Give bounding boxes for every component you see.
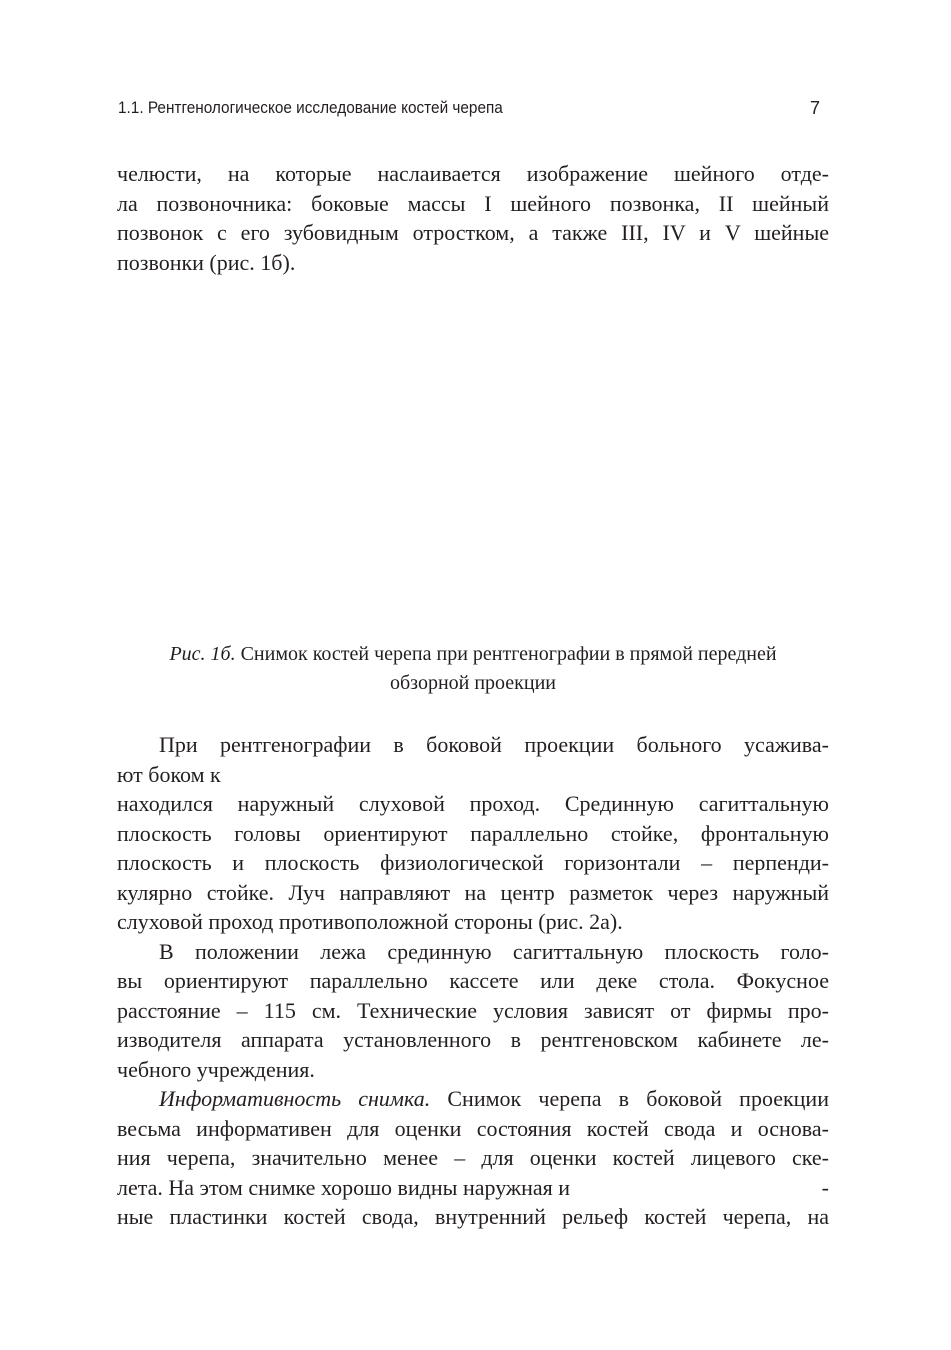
figure-placeholder (117, 300, 829, 620)
text-line (117, 1084, 829, 1114)
text-line: В положении лежа срединную сагиттальную плоскость голо- (159, 938, 829, 964)
text-line: ные пластинки костей свода, внутренний рельеф костей черепа, на (117, 1204, 829, 1229)
text-line: ния черепа, значительно менее – для оценки костей лицевого ске- (117, 1145, 829, 1170)
text-line: изводителя аппарата установленного в рентгеновском кабинете ле- (117, 1027, 829, 1052)
text-line: вы ориентируют параллельно кассете или деке стола. Фокусное (117, 968, 829, 993)
text-line: При рентгенографии в боковой проекции больного усажива- (159, 732, 829, 757)
figure-caption (117, 640, 829, 698)
text-line: ла позвоночника: боковые массы I шейного позвонка, II шейный (117, 190, 829, 216)
text-fragment: лета. На этом снимке хорошо видны наружная и (117, 1174, 571, 1200)
text-line: весьма информативен для оценки состояния костей свода и основа- (117, 1115, 829, 1141)
text-line: ют боком к (117, 761, 221, 787)
text-line: находился наружный слуховой проход. Срединную сагиттальную (117, 791, 829, 816)
page-number: 7 (809, 98, 820, 118)
running-title: 1.1. Рентгенологическое исследование костей черепа (118, 99, 503, 117)
text-line: кулярно стойке. Луч направляют на центр разметок через наружный (117, 879, 829, 905)
top-paragraph (117, 159, 829, 277)
text-line: челюсти, на которые наслаивается изображение шейного отде- (117, 161, 829, 186)
text-line: плоскость головы ориентируют параллельно стойке, фронтальную (117, 820, 829, 846)
text-line: чебного учреждения. (117, 1056, 315, 1082)
figure-caption-text-line2: обзорной проекции (389, 672, 556, 694)
hyphen-fragment: - (821, 1174, 829, 1200)
running-header (118, 95, 830, 121)
text-line: позвонки (рис. 1б). (117, 249, 296, 275)
text-line: плоскость и плоскость физиологической горизонтали – перпенди- (117, 850, 829, 875)
text-line (117, 1173, 829, 1203)
figure-caption-text: Снимок костей черепа при рентгенографии в прямой передней (235, 643, 777, 665)
text-line: слуховой проход противоположной стороны (рис. 2а). (117, 909, 623, 934)
text-line: позвонок с его зубовидным отростком, а также III, IV и V шейные (117, 220, 829, 245)
informativeness-heading: Информативность снимка. (159, 1086, 431, 1111)
text-line: расстояние – 115 см. Технические условия зависят от фирмы про- (117, 997, 829, 1023)
figure-caption-label: Рис. 1б. (169, 643, 236, 665)
text-fragment: Снимок черепа в боковой проекции (430, 1086, 829, 1111)
paragraph-lateral-projection (117, 730, 829, 1232)
